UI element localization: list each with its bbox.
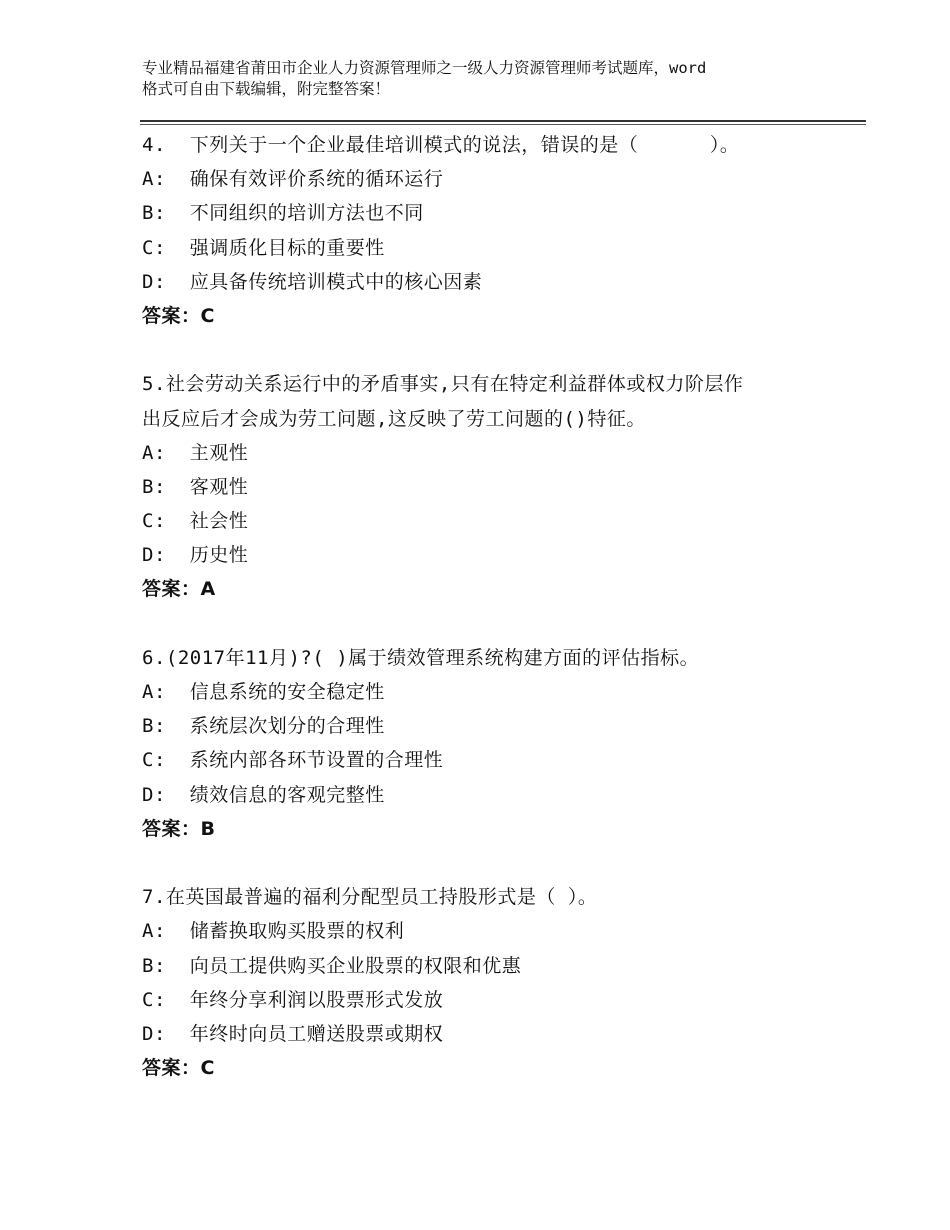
option-b: B: 不同组织的培训方法也不同 — [142, 202, 424, 225]
question-stem: 5.社会劳动关系运行中的矛盾事实,只有在特定利益群体或权力阶层作 — [142, 373, 744, 396]
option-c: C: 系统内部各环节设置的合理性 — [142, 749, 444, 772]
question-stem: 7.在英国最普遍的福利分配型员工持股形式是（ ）。 — [142, 886, 598, 909]
option-b: B: 向员工提供购买企业股票的权限和优惠 — [142, 954, 522, 977]
spacer — [142, 333, 862, 367]
option-d: D: 应具备传统培训模式中的核心因素 — [142, 270, 483, 293]
header-rule-thin — [140, 124, 866, 125]
answer: 答案：A — [142, 578, 216, 601]
header-rule — [140, 120, 866, 122]
answer: 答案：C — [142, 1057, 215, 1080]
question-stem-continued: 出反应后才会成为劳工问题,这反映了劳工问题的()特征。 — [142, 407, 646, 430]
question-stem: 4. 下列关于一个企业最佳培训模式的说法，错误的是（ ）。 — [142, 134, 740, 156]
question-5 — [142, 367, 862, 606]
answer: 答案：C — [142, 304, 215, 327]
option-a: A: 信息系统的安全稳定性 — [142, 681, 385, 703]
question-list — [142, 128, 862, 1085]
option-c: C: 社会性 — [142, 510, 249, 533]
question-stem: 6.(2017年11月)?( )属于绩效管理系统构建方面的评估指标。 — [142, 646, 700, 669]
option-b: B: 系统层次划分的合理性 — [142, 715, 385, 738]
option-d: D: 绩效信息的客观完整性 — [142, 783, 385, 806]
option-b: B: 客观性 — [142, 475, 249, 498]
spacer — [142, 846, 862, 880]
question-4 — [142, 128, 862, 333]
option-c: C: 年终分享利润以股票形式发放 — [142, 988, 444, 1011]
answer: 答案：B — [142, 817, 216, 840]
document-header — [142, 58, 842, 100]
header-line-2: 格式可自由下载编辑，附完整答案！ — [142, 80, 391, 98]
option-a: A: 主观性 — [142, 441, 249, 464]
option-d: D: 年终时向员工赠送股票或期权 — [142, 1022, 444, 1045]
option-a: A: 确保有效评价系统的循环运行 — [142, 168, 444, 191]
option-d: D: 历史性 — [142, 544, 249, 567]
spacer — [142, 607, 862, 641]
question-7 — [142, 880, 862, 1085]
header-line-1: 专业精品福建省莆田市企业人力资源管理师之一级人力资源管理师考试题库，word — [142, 59, 707, 77]
option-a: A: 储蓄换取购买股票的权利 — [142, 920, 405, 943]
option-c: C: 强调质化目标的重要性 — [142, 236, 385, 259]
question-6 — [142, 641, 862, 846]
